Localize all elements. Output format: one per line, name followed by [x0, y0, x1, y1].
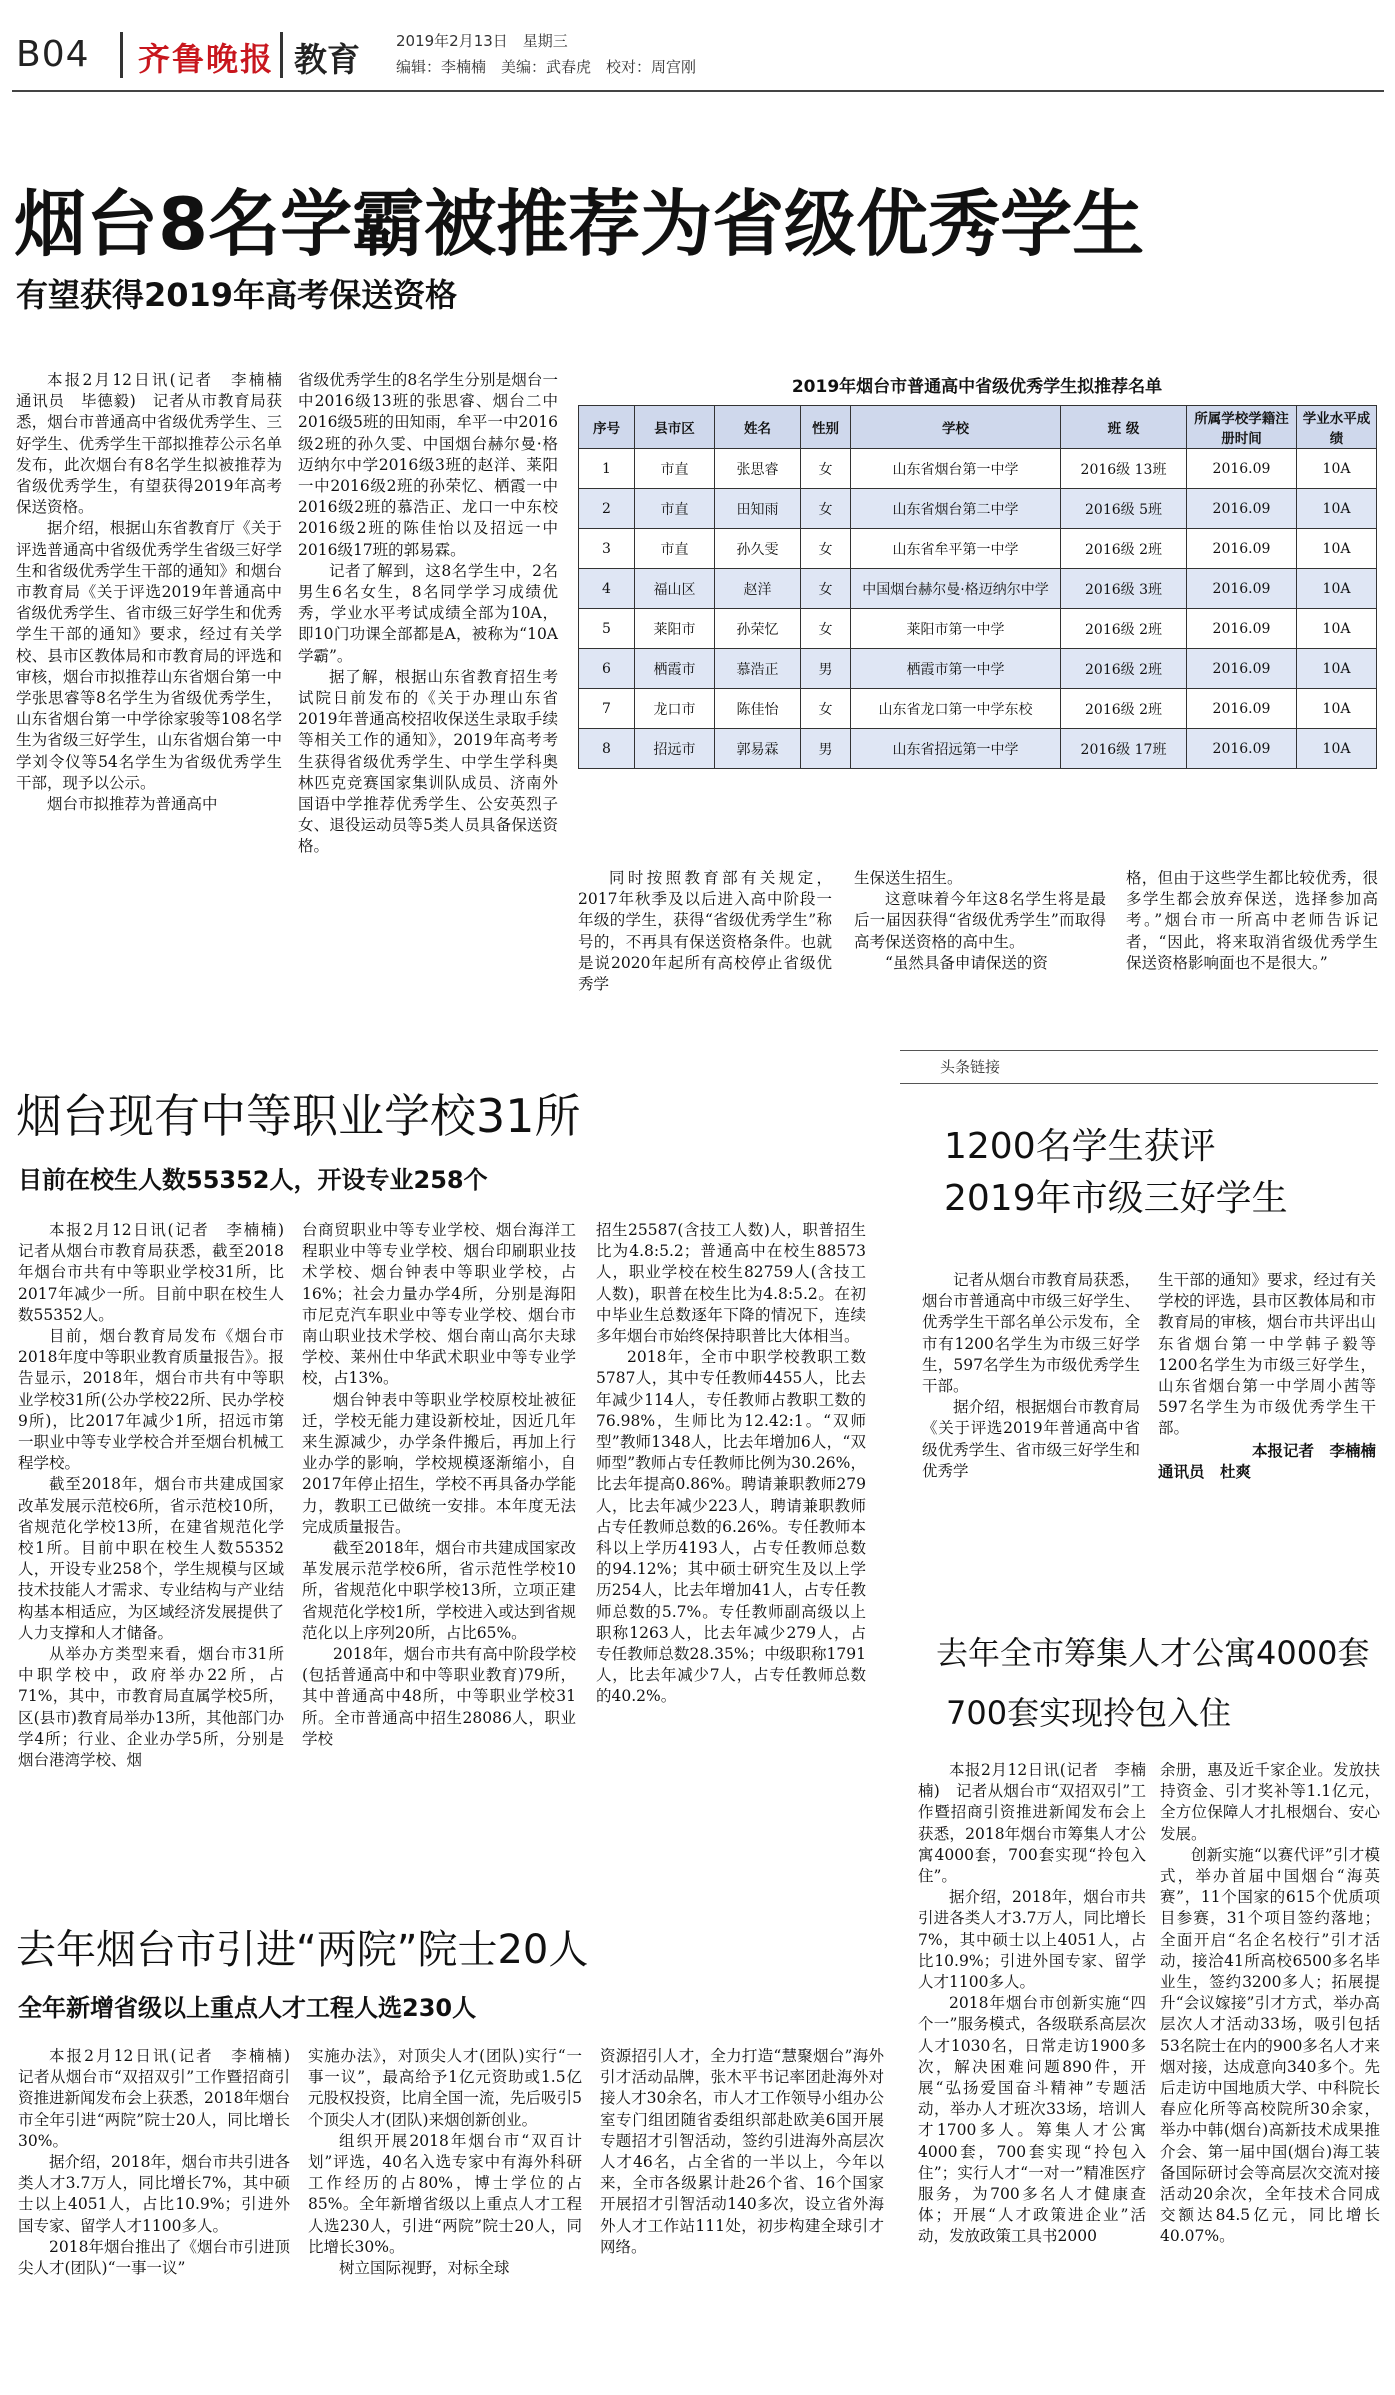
- table-cell: 福山区: [635, 569, 715, 609]
- paragraph: 目前，烟台教育局发布《烟台市2018年度中等职业教育质量报告》。报告显示，2018年，烟台市共有中等职业学校31所(公办学校22所、民办学校9所)，比2017年减少1所，招远市第一职业中等专业学校合并至烟台机械工程学校。: [18, 1327, 284, 1473]
- table-cell: 10A: [1297, 489, 1377, 529]
- table-cell: 2016级 2班: [1061, 689, 1187, 729]
- sidebar-title-line2: 2019年市级三好学生: [944, 1178, 1288, 1219]
- paragraph: 记者了解到，这8名学生中，2名男生6名女生，8名同学学习成绩优秀，学业水平考试成绩全部为10A，即10门功课全部都是A，被称为“10A学霸”。: [298, 561, 558, 665]
- table-cell: 2016.09: [1187, 649, 1297, 689]
- table-cell: 2016级 3班: [1061, 569, 1187, 609]
- table-cell: 男: [801, 729, 851, 769]
- table-row: [579, 489, 1377, 529]
- article2-col3: [596, 1220, 866, 1880]
- table-row: [579, 449, 1377, 489]
- table-cell: 3: [579, 529, 635, 569]
- table-cell: 10A: [1297, 729, 1377, 769]
- article2-col1: [18, 1220, 300, 1880]
- table-cell: 莱阳市: [635, 609, 715, 649]
- table-cell: 2016级 17班: [1061, 729, 1187, 769]
- table-cell: 4: [579, 569, 635, 609]
- paragraph: 树立国际视野，对标全球: [339, 2259, 510, 2278]
- article4-col1: [18, 2046, 306, 2376]
- table-cell: 男: [801, 649, 851, 689]
- paragraph: 烟台钟表中等职业学校原校址被征迁，学校无能力建设新校址，因近几年来生源减少，办学条件搬后，再加上行业办学的影响，学校规模逐渐缩小，自2017年停止招生，学校不再具备办学能力，教职工已做统一安排。本年度无法完成质量报告。: [302, 1390, 576, 1536]
- table-cell: 女: [801, 689, 851, 729]
- paragraph: 实施办法》，对顶尖人才(团队)实行“一事一议”，最高给予1亿元资助或1.5亿元股权投资，比肩全国一流，先后吸引5个顶尖人才(团队)来烟创新创业。: [308, 2047, 582, 2129]
- column-header: 学校: [851, 406, 1061, 449]
- table-row: [579, 689, 1377, 729]
- article2-title: 烟台现有中等职业学校31所: [16, 1089, 581, 1143]
- paragraph: 截至2018年，烟台市共建成国家改革发展示范学校6所，省示范性学校10所，省规范化中职学校13所，立项正建省规范化学校1所，学校进入或达到省规范化以上序列20所，占比65%。: [302, 1539, 576, 1642]
- table-cell: 女: [801, 449, 851, 489]
- table-cell: 2016.09: [1187, 569, 1297, 609]
- article3-col1: [918, 1760, 1146, 2380]
- column-header: 县市区: [635, 406, 715, 449]
- masthead: [12, 28, 1384, 86]
- article3-title-line2: 700套实现拎包入住: [946, 1694, 1232, 1732]
- table-row: [579, 609, 1377, 649]
- table-cell: 10A: [1297, 569, 1377, 609]
- paragraph: 同时按照教育部有关规定，2017年秋季及以后进入高中阶段一年级的学生，获得“省级优秀学生”称号的，不再具有保送资格条件。也就是说2020年起所有高校停止省级优秀学: [578, 869, 832, 994]
- table-cell: 中国烟台赫尔曼·格迈纳尔中学: [851, 569, 1061, 609]
- table-cell: 10A: [1297, 609, 1377, 649]
- paragraph: 从举办方类型来看，烟台市31所中职学校中，政府举办22所，占71%，其中，市教育局直属学校5所，区(县市)教育局举办13所，其他部门办学4所；行业、企业办学5所，分别是烟台港湾学校、烟: [18, 1645, 284, 1770]
- article1-title: 烟台8名学霸被推荐为省级优秀学生: [14, 182, 1145, 266]
- paragraph: 烟台市拟推荐为普通高中: [47, 795, 218, 814]
- paragraph: 余册，惠及近千家企业。发放扶持资金、引才奖补等1.1亿元，全方位保障人才扎根烟台、安心发展。: [1160, 1761, 1380, 1843]
- paragraph: 本报2月12日讯(记者 李楠楠) 记者从烟台市教育局获悉，截至2018年烟台市共有中等职业学校31所，比2017年减少一所。目前中职在校生人数55352人。: [18, 1221, 300, 1324]
- sidebar-link-bar: [900, 1050, 1378, 1084]
- article1-col1: [16, 370, 298, 1010]
- table-cell: 2016级 13班: [1061, 449, 1187, 489]
- paragraph: 生干部的通知》要求，经过有关学校的评选，县市区教体局和市教育局的审核，烟台市共评出山东省烟台第一中学韩子毅等1200名学生为市级三好学生，山东省烟台第一中学周小茜等597名学生为市级优秀学生干部。: [1158, 1271, 1376, 1438]
- column-header: 学业水平成绩: [1297, 406, 1377, 449]
- article1-col3: [578, 868, 832, 1008]
- table-cell: 山东省烟台第二中学: [851, 489, 1061, 529]
- table-cell: 2016.09: [1187, 529, 1297, 569]
- byline: 本报记者 李楠楠: [1251, 1440, 1376, 1460]
- table-cell: 女: [801, 569, 851, 609]
- paragraph: 截至2018年，烟台市共建成国家改革发展示范校6所，省示范校10所，省规范化学校13所，在建省规范化学校1所。目前中职在校生人数55352人，开设专业258个，学生规模与区域技术技能人才需求、专业结构与产业结构基本相适应，为区域经济发展提供了人力支撑和人才储备。: [18, 1475, 284, 1642]
- article3-title-line1: 去年全市筹集人才公寓4000套: [936, 1634, 1370, 1672]
- sidebar-col1: [922, 1270, 1140, 1620]
- divider: [280, 32, 283, 78]
- table-cell: 孙荣忆: [715, 609, 801, 649]
- table-cell: 市直: [635, 449, 715, 489]
- paragraph: 2018年烟台市创新实施“四个一”服务模式，各级联系高层次人才1030名，日常走访1900多次，解决困难问题890件，开展“弘扬爱国奋斗精神”专题活动，举办人才班次33场，培训人才1700多人。筹集人才公寓4000套，700套实现“拎包入住”；实行人才“一对一”精准医疗服务，为700多名人才健康查体；开展“人才政策进企业”活动，发放政策工具书2000: [918, 1994, 1146, 2246]
- table-cell: 市直: [635, 489, 715, 529]
- table-cell: 栖霞市第一中学: [851, 649, 1061, 689]
- link-label: 头条链接: [940, 1058, 1001, 1076]
- table-cell: 莱阳市第一中学: [851, 609, 1061, 649]
- article4-title: 去年烟台市引进“两院”院士20人: [16, 1927, 589, 1973]
- paragraph: 记者从烟台市教育局获悉，烟台市普通高中市级三好学生、优秀学生干部名单公示发布，全市有1200名学生为市级三好学生，597名学生为市级优秀学生干部。: [922, 1271, 1140, 1396]
- table-cell: 田知雨: [715, 489, 801, 529]
- table-row: [579, 569, 1377, 609]
- table-cell: 2016级 2班: [1061, 609, 1187, 649]
- candidate-table-block: [578, 372, 1376, 769]
- paragraph: “虽然具备申请保送的资: [885, 953, 1048, 972]
- table-cell: 2016级 5班: [1061, 489, 1187, 529]
- newspaper-logo: 齐鲁晚报: [138, 40, 275, 78]
- table-cell: 龙口市: [635, 689, 715, 729]
- table-cell: 2016级 2班: [1061, 649, 1187, 689]
- table-cell: 山东省烟台第一中学: [851, 449, 1061, 489]
- table-row: [579, 649, 1377, 689]
- table-cell: 孙久雯: [715, 529, 801, 569]
- paragraph: 这意味着今年这8名学生将是最后一届因获得“省级优秀学生”而取得高考保送资格的高中生。: [854, 890, 1106, 951]
- table-cell: 10A: [1297, 649, 1377, 689]
- table-cell: 女: [801, 529, 851, 569]
- table-cell: 5: [579, 609, 635, 649]
- divider: [120, 32, 123, 78]
- column-header: 所属学校学籍注册时间: [1187, 406, 1297, 449]
- paragraph: 格，但由于这些学生都比较优秀，很多学生都会放弃保送，选择参加高考。”烟台市一所高中老师告诉记者，“因此，将来取消省级优秀学生保送资格影响面也不是很大。”: [1126, 869, 1378, 972]
- column-header: 性别: [801, 406, 851, 449]
- table-row: [579, 529, 1377, 569]
- table-cell: 女: [801, 489, 851, 529]
- table-cell: 2016.09: [1187, 449, 1297, 489]
- article2-col2: [302, 1220, 576, 1880]
- paragraph: 据介绍，2018年，烟台市共引进各类人才3.7万人，同比增长7%，其中硕士以上4051人，占比10.9%；引进外国专家、留学人才1100多人。: [18, 2153, 290, 2235]
- page-number: B04: [16, 34, 90, 75]
- table-cell: 8: [579, 729, 635, 769]
- table-cell: 10A: [1297, 529, 1377, 569]
- article4-col2: [308, 2046, 582, 2376]
- article2-subtitle: 目前在校生人数55352人，开设专业258个: [18, 1166, 488, 1194]
- table-cell: 栖霞市: [635, 649, 715, 689]
- article3-col2: [1160, 1760, 1380, 2380]
- paragraph: 招生25587(含技工人数)人，职普招生比为4.8:5.2；普通高中在校生88573人，职业学校在校生82759人(含技工人数)，职普在校生比为4.8:5.2。在初中毕业生总数逐年下降的情况下，连续多年烟台市始终保持职普比大体相当。: [596, 1221, 866, 1346]
- sidebar-title-line1: 1200名学生获评: [944, 1126, 1216, 1167]
- date-line: 2019年2月13日 星期三: [396, 32, 568, 50]
- paragraph: 据了解，根据山东省教育招生考试院日前发布的《关于办理山东省2019年普通高校招收保送生录取手续等相关工作的通知》，2019年高考考生获得省级优秀学生、中学生学科奥林匹克竞赛国家集训队成员、济南外国语中学推荐优秀学生、公安英烈子女、退役运动员等5类人员具备保送资格。: [298, 667, 558, 856]
- paragraph: 本报2月12日讯(记者 李楠楠) 记者从烟台市“双招双引”工作暨招商引资推进新闻发布会上获悉，2018年烟台市筹集人才公寓4000套，700套实现“拎包入住”。: [918, 1761, 1146, 1886]
- table-cell: 2016.09: [1187, 489, 1297, 529]
- table-row: [579, 729, 1377, 769]
- paragraph: 省级优秀学生的8名学生分别是烟台一中2016级13班的张思睿、烟台二中2016级5班的田知雨，牟平一中2016级2班的孙久雯、中国烟台赫尔曼·格迈纳尔中学2016级3班的赵洋、莱阳一中2016级2班的孙荣忆、栖霞一中2016级2班的慕浩正、龙口一中东校2016级2班的陈佳怡以及招远一中2016级17班的郭易霖。: [298, 371, 558, 559]
- table-cell: 7: [579, 689, 635, 729]
- paragraph: 生保送生招生。: [854, 869, 963, 887]
- candidate-table: [578, 405, 1377, 769]
- paragraph: 资源招引人才，全力打造“慧聚烟台”海外引才活动品牌，张木平书记率团赴海外对接人才30余名，市人才工作领导小组办公室专门组团随省委组织部赴欧美6国开展专题招才引智活动，签约引进海外高层次人才46名，占全省的一半以上，今年以来，全市各级累计赴26个省、16个国家开展招才引智活动140多次，设立省外海外人才工作站111处，初步构建全球引才网络。: [600, 2047, 884, 2256]
- paragraph: 本报2月12日讯(记者 李楠楠) 记者从烟台市“双招双引”工作暨招商引资推进新闻发布会上获悉，2018年烟台市全年引进“两院”院士20人，同比增长30%。: [18, 2047, 306, 2150]
- article1-col2: [298, 370, 558, 1010]
- paragraph: 据介绍，根据烟台市教育局《关于评选2019年普通高中省级优秀学生、省市级三好学生和优秀学: [922, 1398, 1140, 1480]
- byline: 通讯员 杜爽: [1158, 1461, 1252, 1481]
- table-cell: 10A: [1297, 449, 1377, 489]
- table-cell: 山东省龙口第一中学东校: [851, 689, 1061, 729]
- table-cell: 2016.09: [1187, 729, 1297, 769]
- paragraph: 2018年，全市中职学校教职工数5787人，其中专任教师4455人，比去年减少114人，专任教师占教职工数的76.98%，生师比为12.42:1。“双师型”教师1348人，比去年增加6人，“双师型”教师占专任教师比例为30.26%，比去年提高0.86%。聘请兼职教师279人，比去年减少223人，聘请兼职教师占专任教师总数的6.26%。专任教师本科以上学历4193人，占专任教师总数的94.12%；其中硕士研究生及以上学历254人，比去年增加41人，占专任教师总数的5.7%。专任教师副高级以上职称1263人，比去年减少279人，占专任教师总数28.35%；中级职称1791人，比去年减少7人，占专任教师总数的40.2%。: [596, 1348, 866, 1706]
- paragraph: 创新实施“以赛代评”引才模式，举办首届中国烟台“海英赛”，11个国家的615个优质项目参赛，31个项目签约落地；全面开启“名企名校行”引才活动，接洽41所高校6500多名毕业生，签约3200多人；拓展提升“会议嫁接”引才方式，举办高层次人才活动33场，吸引包括53名院士在内的900多名人才来烟对接，达成意向340多个。先后走访中国地质大学、中科院长春应化所等高校院所30余家，举办中韩(烟台)高新技术成果推介会、第一届中国(烟台)海工装备国际研讨会等高层次交流对接活动20余次，全年技术合同成交额达84.5亿元，同比增长40.07%。: [1160, 1845, 1380, 2246]
- editor-line: 编辑：李楠楠 美编：武春虎 校对：周宫刚: [396, 58, 697, 76]
- table-cell: 郭易霖: [715, 729, 801, 769]
- paragraph: 据介绍，根据山东省教育厅《关于评选普通高中省级优秀学生省级三好学生和省级优秀学生干部的通知》和烟台市教育局《关于评选2019年普通高中省级优秀学生、省市级三好学生和优秀学生干部的通知》要求，经过有关学校、县市区教体局和市教育局的评选和审核，烟台市拟推荐山东省烟台第一中学张思睿等8名学生为省级优秀学生，山东省烟台第一中学徐家骏等108名学生为省级三好学生，山东省烟台第一中学刘令仪等54名学生为省级优秀学生干部，现予以公示。: [16, 519, 282, 792]
- paragraph: 台商贸职业中等专业学校、烟台海洋工程职业中等专业学校、烟台印刷职业技术学校、烟台钟表中等职业学校，占16%；社会力量办学4所，分别是海阳市尼克汽车职业中等专业学校、烟台市南山职业技术学校、烟台南山高尔夫球学校、莱州仕中华武术职业中等专业学校，占13%。: [302, 1221, 576, 1388]
- table-cell: 山东省招远第一中学: [851, 729, 1061, 769]
- column-header: 班 级: [1061, 406, 1187, 449]
- table-title: 2019年烟台市普通高中省级优秀学生拟推荐名单: [791, 377, 1163, 397]
- article4-subtitle: 全年新增省级以上重点人才工程人选230人: [18, 1994, 477, 2022]
- table-cell: 10A: [1297, 689, 1377, 729]
- paragraph: 2018年，烟台市共有高中阶段学校(包括普通高中和中等职业教育)79所，其中普通高中48所，中等职业学校31所。全市普通高中招生28086人，职业学校: [302, 1645, 576, 1748]
- article1-col4: [854, 868, 1106, 1008]
- table-cell: 陈佳怡: [715, 689, 801, 729]
- paragraph: 据介绍，2018年，烟台市共引进各类人才3.7万人，同比增长7%，其中硕士以上4051人，占比10.9%；引进外国专家、留学人才1100多人。: [918, 1888, 1146, 1992]
- table-cell: 招远市: [635, 729, 715, 769]
- table-cell: 2: [579, 489, 635, 529]
- table-cell: 慕浩正: [715, 649, 801, 689]
- paragraph: 2018年烟台推出了《烟台市引进顶尖人才(团队)“一事一议”: [18, 2237, 290, 2278]
- section-name: 教育: [294, 40, 360, 79]
- article4-col3: [600, 2046, 884, 2376]
- table-cell: 张思睿: [715, 449, 801, 489]
- table-cell: 女: [801, 609, 851, 649]
- table-cell: 市直: [635, 529, 715, 569]
- article1-subtitle: 有望获得2019年高考保送资格: [16, 276, 458, 314]
- table-cell: 2016级 2班: [1061, 529, 1187, 569]
- table-cell: 2016.09: [1187, 689, 1297, 729]
- paragraph: 组织开展2018年烟台市“双百计划”评选，40名入选专家中有海外科研工作经历的占80%，博士学位的占85%。全年新增省级以上重点人才工程人选230人，引进“两院”院士20人，同比增长30%。: [308, 2131, 582, 2256]
- table-cell: 6: [579, 649, 635, 689]
- header-rule: [12, 90, 1384, 92]
- table-cell: 山东省牟平第一中学: [851, 529, 1061, 569]
- table-cell: 2016.09: [1187, 609, 1297, 649]
- table-header-row: [579, 406, 1377, 449]
- table-cell: 赵洋: [715, 569, 801, 609]
- column-header: 姓名: [715, 406, 801, 449]
- table-cell: 1: [579, 449, 635, 489]
- paragraph: 本报2月12日讯(记者 李楠楠 通讯员 毕德毅) 记者从市教育局获悉，烟台市普通高中省级优秀学生、三好学生、优秀学生干部拟推荐公示名单发布，此次烟台有8名学生拟被推荐为省级优秀学生，有望获得2019年高考保送资格。: [16, 371, 298, 517]
- article1-col5: [1126, 868, 1378, 1008]
- sidebar-col2: [1158, 1270, 1376, 1620]
- column-header: 序号: [579, 406, 635, 449]
